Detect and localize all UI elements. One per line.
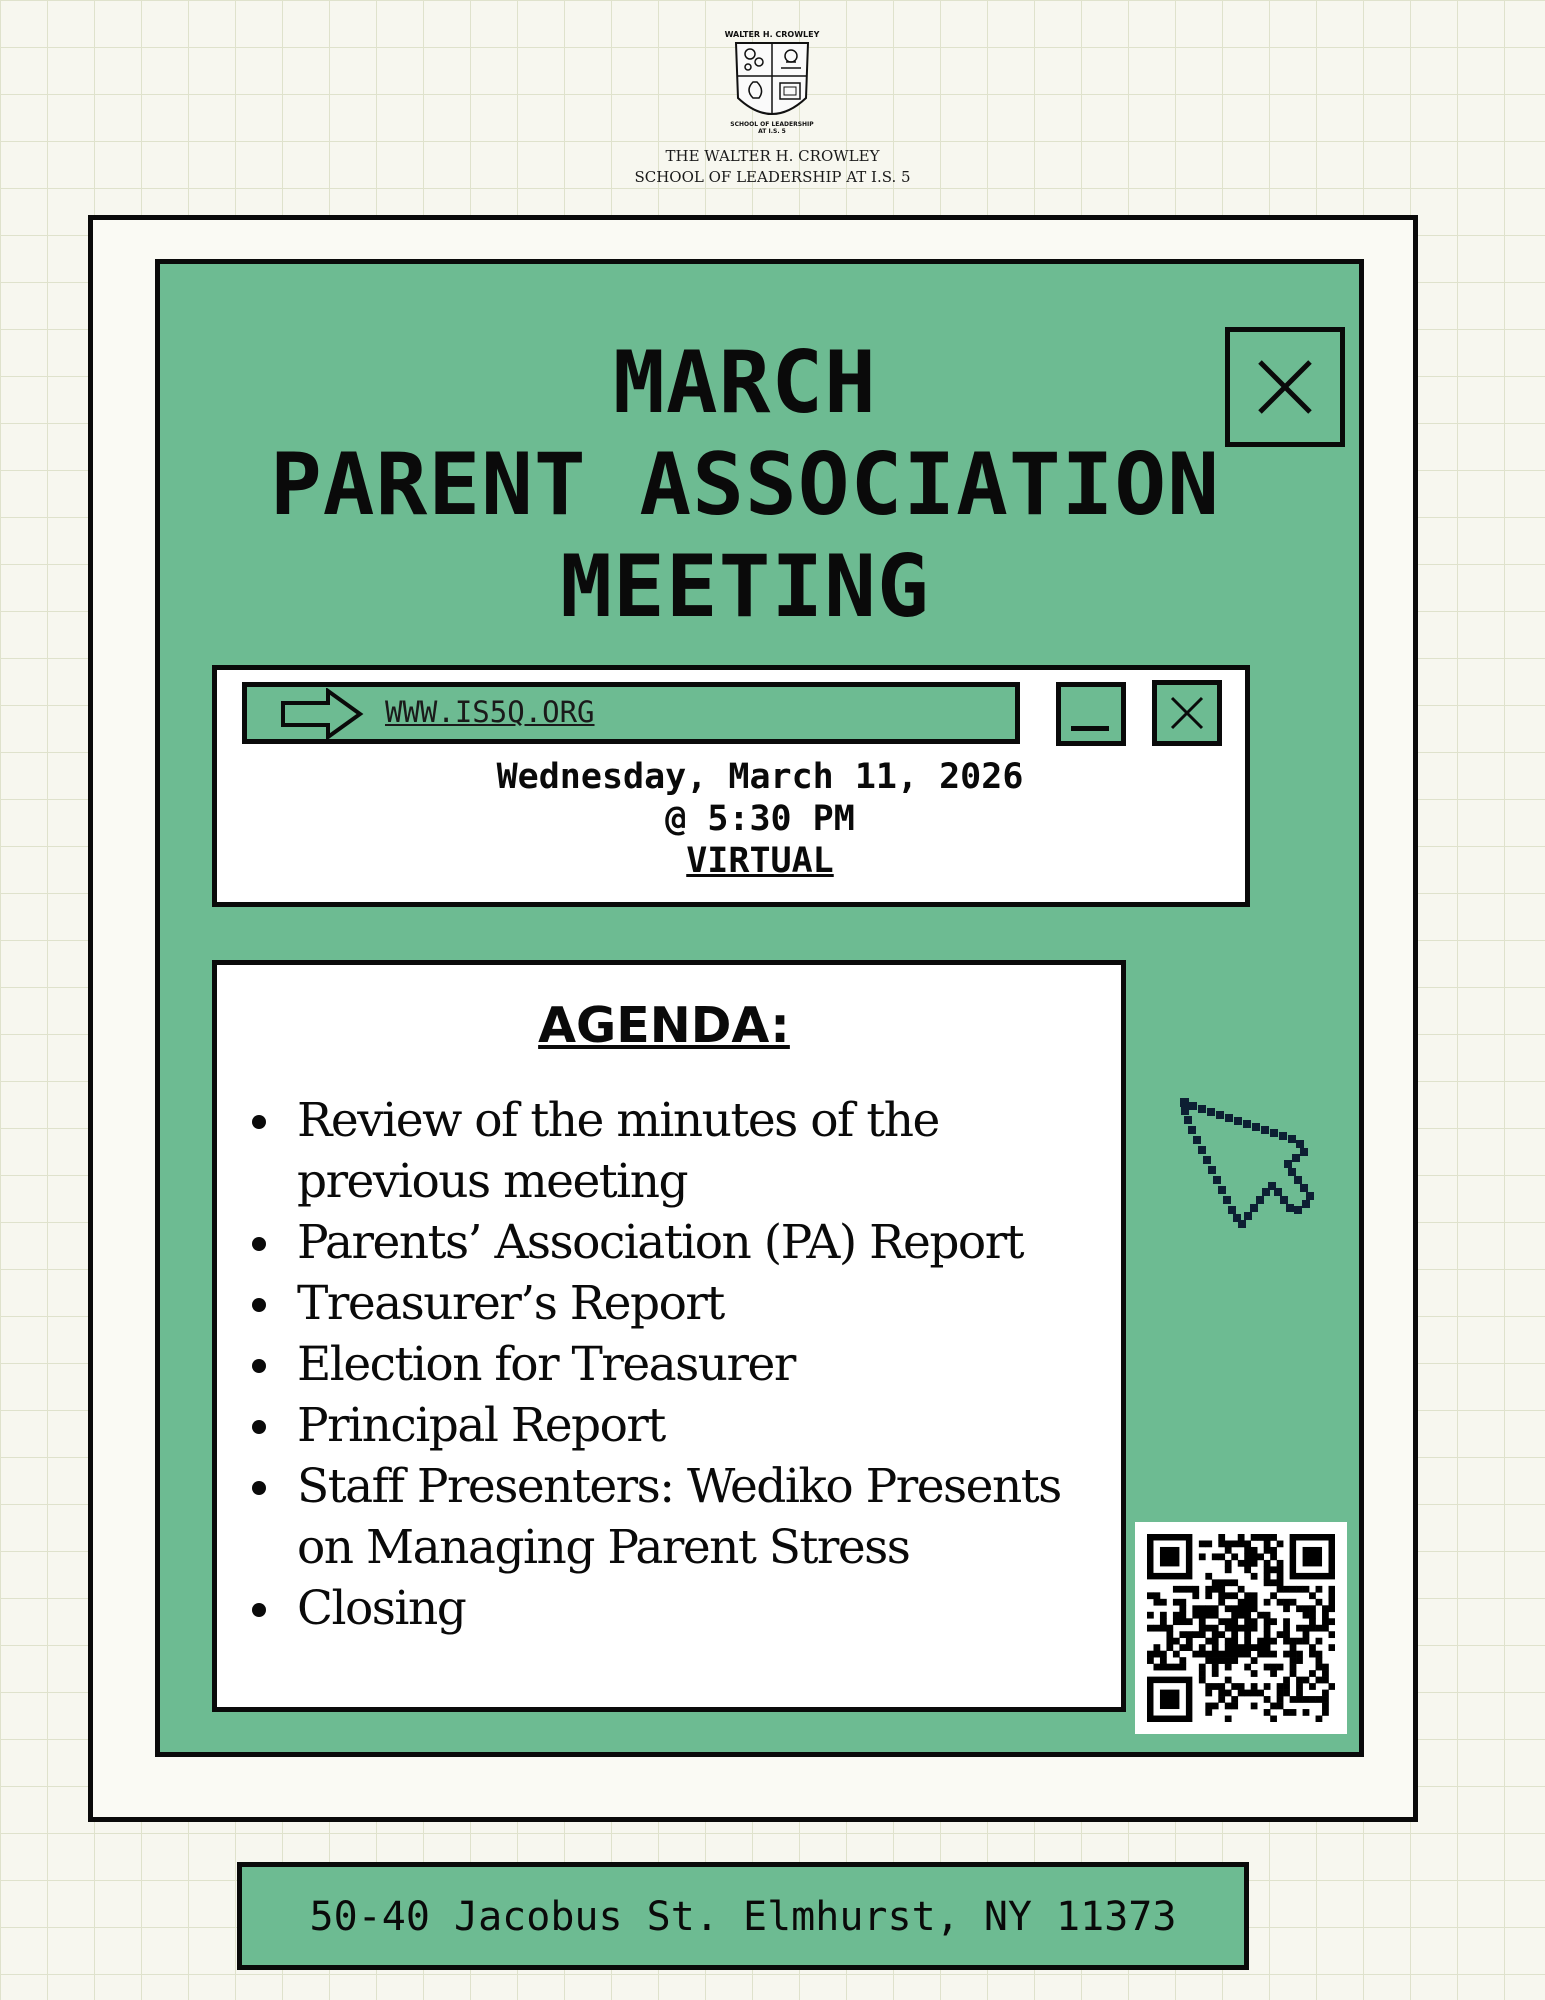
title-line2: PARENT ASSOCIATION [270, 435, 1220, 535]
svg-text:AT I.S. 5: AT I.S. 5 [758, 128, 786, 135]
agenda-item [297, 1273, 1107, 1334]
mouse-pointer-icon [1176, 1096, 1332, 1246]
svg-text:SCHOOL OF LEADERSHIP: SCHOOL OF LEADERSHIP [730, 121, 814, 128]
agenda-item-line: Closing [297, 1581, 466, 1636]
agenda-item [297, 1395, 1107, 1456]
school-name-line2: SCHOOL OF LEADERSHIP AT I.S. 5 [634, 168, 911, 186]
agenda-item [297, 1212, 1107, 1273]
agenda-item [297, 1456, 1107, 1578]
title-line3: MEETING [560, 537, 930, 637]
agenda-item-line: Treasurer’s Report [297, 1276, 724, 1331]
svg-text:WALTER H. CROWLEY: WALTER H. CROWLEY [724, 30, 820, 39]
event-details [212, 756, 1308, 882]
agenda-list [297, 1090, 1107, 1639]
qr-code-icon [1147, 1534, 1335, 1722]
agenda-item-line: Parents’ Association (PA) Report [297, 1215, 1024, 1270]
agenda-item-line: Election for Treasurer [297, 1337, 795, 1392]
close-button-large[interactable] [1225, 327, 1345, 447]
event-date: Wednesday, March 11, 2026 [496, 757, 1024, 797]
agenda-item [297, 1090, 1107, 1212]
agenda-item [297, 1578, 1107, 1639]
qr-code[interactable] [1135, 1522, 1347, 1734]
minimize-button[interactable] [1056, 682, 1126, 746]
school-name [0, 146, 1545, 188]
agenda-item-line: previous meeting [297, 1154, 688, 1209]
agenda-item-line: Review of the minutes of the [297, 1093, 939, 1148]
address: 50-40 Jacobus St. Elmhurst, NY 11373 [309, 1894, 1177, 1940]
agenda-item-line: on Managing Parent Stress [297, 1520, 910, 1575]
agenda-item-line: Staff Presenters: Wediko Presents [297, 1459, 1061, 1514]
agenda-item [297, 1334, 1107, 1395]
url-link[interactable]: WWW.IS5Q.ORG [385, 695, 595, 729]
school-crest-logo [717, 28, 827, 138]
page-title [155, 332, 1335, 638]
arrow-right-icon [280, 688, 365, 740]
title-line1: MARCH [613, 333, 877, 433]
school-name-line1: THE WALTER H. CROWLEY [665, 147, 880, 165]
event-time: @ 5:30 PM [665, 799, 855, 839]
agenda-item-line: Principal Report [297, 1398, 665, 1453]
event-venue: VIRTUAL [686, 841, 834, 881]
window-close-button[interactable] [1152, 680, 1222, 746]
agenda-heading: AGENDA: [538, 997, 790, 1054]
close-icon [1157, 685, 1217, 741]
close-icon [1230, 332, 1340, 442]
